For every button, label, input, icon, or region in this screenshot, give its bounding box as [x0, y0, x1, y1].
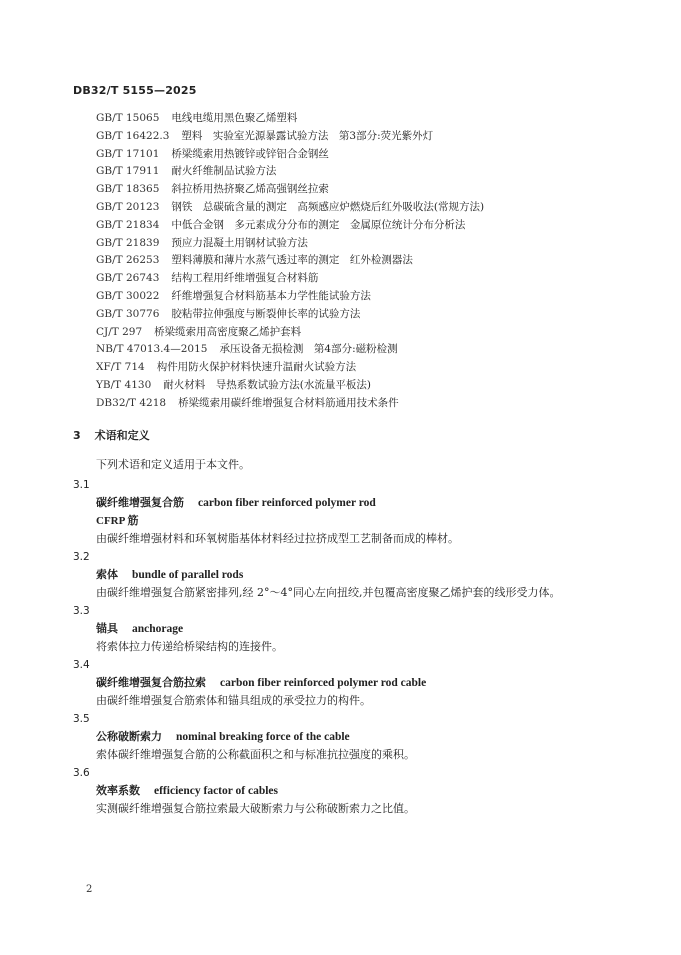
- reference-item: [96, 359, 616, 377]
- term-definition: 由碳纤维增强材料和环氧树脂基体材料经过拉挤成型工艺制备而成的棒材。: [96, 532, 459, 545]
- reference-code: GB/T 21839: [96, 236, 160, 249]
- reference-code: GB/T 16422.3: [96, 129, 170, 142]
- reference-title: 胶粘带拉伸强度与断裂伸长率的试验方法: [171, 307, 361, 320]
- reference-code: CJ/T 297: [96, 325, 143, 338]
- normative-references-list: [96, 110, 616, 413]
- term-entry: [73, 602, 603, 656]
- term-entry: [73, 656, 603, 710]
- reference-code: GB/T 30022: [96, 289, 160, 302]
- term-definition: 由碳纤维增强复合筋索体和锚具组成的承受拉力的构件。: [96, 694, 371, 707]
- page-number: 2: [86, 884, 93, 895]
- section-heading: [73, 427, 150, 443]
- reference-code: NB/T 47013.4—2015: [96, 343, 208, 356]
- reference-title: 承压设备无损检测 第4部分:磁粉检测: [219, 343, 398, 356]
- reference-item: [96, 377, 616, 395]
- term-name: [73, 728, 603, 746]
- reference-item: [96, 146, 616, 164]
- term-definition: 由碳纤维增强复合筋紧密排列,经 2°～4°同心左向扭绞,并包覆高密度聚乙烯护套的线形受力体。: [96, 586, 561, 599]
- reference-title: 斜拉桥用热挤聚乙烯高强钢丝拉索: [171, 183, 329, 196]
- term-english-name: carbon fiber reinforced polymer rod cable: [220, 677, 427, 689]
- section-number: 3: [73, 429, 81, 442]
- reference-code: GB/T 18365: [96, 183, 160, 196]
- reference-code: GB/T 17101: [96, 147, 160, 160]
- reference-title: 结构工程用纤维增强复合材料筋: [171, 272, 319, 285]
- term-definition: 索体碳纤维增强复合筋的公称截面积之和与标准抗拉强度的乘积。: [96, 748, 415, 761]
- term-name: [73, 674, 603, 692]
- reference-title: 耐火纤维制品试验方法: [171, 165, 277, 178]
- reference-code: XF/T 714: [96, 361, 145, 374]
- term-chinese-name: 锚具: [96, 622, 118, 635]
- reference-title: 电线电缆用黑色聚乙烯塑料: [171, 112, 298, 124]
- term-name: [73, 620, 603, 638]
- reference-item: [96, 270, 616, 288]
- term-english-name: nominal breaking force of the cable: [176, 731, 350, 743]
- reference-title: 塑料薄膜和薄片水蒸气透过率的测定 红外检测器法: [171, 254, 413, 267]
- reference-code: GB/T 30776: [96, 307, 160, 320]
- reference-code: GB/T 26253: [96, 254, 160, 267]
- reference-item: [96, 306, 616, 324]
- term-name: [73, 782, 603, 800]
- term-number: 3.1: [73, 479, 90, 491]
- reference-item: [96, 110, 616, 128]
- section-intro: 下列术语和定义适用于本文件。: [96, 458, 250, 471]
- term-english-name: carbon fiber reinforced polymer rod: [198, 497, 376, 509]
- term-english-name: efficiency factor of cables: [154, 785, 279, 797]
- term-abbreviation: CFRP 筋: [96, 515, 139, 527]
- reference-title: 耐火材料 导热系数试验方法(水流量平板法): [163, 378, 371, 391]
- document-number-header: DB32/T 5155—2025: [73, 84, 197, 97]
- term-name: [73, 566, 603, 584]
- term-english-name: anchorage: [132, 623, 184, 635]
- terms-list: [73, 476, 603, 818]
- reference-item: [96, 235, 616, 253]
- term-number: 3.3: [73, 605, 90, 617]
- reference-item: [96, 199, 616, 217]
- reference-title: 桥梁缆索用热镀锌或锌铝合金钢丝: [171, 147, 329, 160]
- reference-item: [96, 128, 616, 146]
- reference-item: [96, 252, 616, 270]
- term-number: 3.6: [73, 767, 90, 779]
- term-chinese-name: 公称破断索力: [96, 730, 162, 743]
- reference-code: GB/T 15065: [96, 112, 160, 124]
- reference-code: DB32/T 4218: [96, 396, 167, 409]
- reference-item: [96, 341, 616, 359]
- term-english-name: bundle of parallel rods: [132, 569, 244, 581]
- term-number: 3.4: [73, 659, 90, 671]
- section-title: 术语和定义: [94, 429, 150, 442]
- reference-item: [96, 217, 616, 235]
- reference-item: [96, 395, 616, 413]
- reference-item: [96, 163, 616, 181]
- reference-item: [96, 181, 616, 199]
- reference-title: 塑料 实验室光源暴露试验方法 第3部分:荧光紫外灯: [181, 129, 434, 142]
- reference-code: YB/T 4130: [96, 378, 152, 391]
- term-definition: 将索体拉力传递给桥梁结构的连接件。: [96, 640, 283, 653]
- term-number: 3.5: [73, 713, 90, 725]
- term-entry: [73, 548, 603, 602]
- term-chinese-name: 碳纤维增强复合筋: [96, 496, 184, 509]
- term-chinese-name: 碳纤维增强复合筋拉索: [96, 676, 206, 689]
- term-definition: 实测碳纤维增强复合筋拉索最大破断索力与公称破断索力之比值。: [96, 802, 415, 815]
- term-chinese-name: 效率系数: [96, 784, 140, 797]
- term-entry: [73, 476, 603, 548]
- reference-title: 纤维增强复合材料筋基本力学性能试验方法: [171, 289, 371, 302]
- reference-item: [96, 288, 616, 306]
- reference-title: 预应力混凝土用钢材试验方法: [171, 236, 308, 249]
- reference-code: GB/T 21834: [96, 218, 160, 231]
- reference-title: 中低合金钢 多元素成分分布的测定 金属原位统计分布分析法: [171, 218, 466, 231]
- reference-title: 桥梁缆索用碳纤维增强复合材料筋通用技术条件: [178, 396, 399, 409]
- term-number: 3.2: [73, 551, 90, 563]
- reference-title: 桥梁缆索用高密度聚乙烯护套料: [154, 325, 302, 338]
- reference-code: GB/T 20123: [96, 200, 160, 213]
- reference-code: GB/T 26743: [96, 272, 160, 285]
- term-chinese-name: 索体: [96, 568, 118, 581]
- reference-item: [96, 324, 616, 342]
- term-name: [73, 494, 603, 512]
- reference-code: GB/T 17911: [96, 165, 160, 178]
- term-entry: [73, 710, 603, 764]
- reference-title: 钢铁 总碳硫含量的测定 高频感应炉燃烧后红外吸收法(常规方法): [171, 200, 485, 213]
- term-entry: [73, 764, 603, 818]
- reference-title: 构件用防火保护材料快速升温耐火试验方法: [156, 361, 357, 374]
